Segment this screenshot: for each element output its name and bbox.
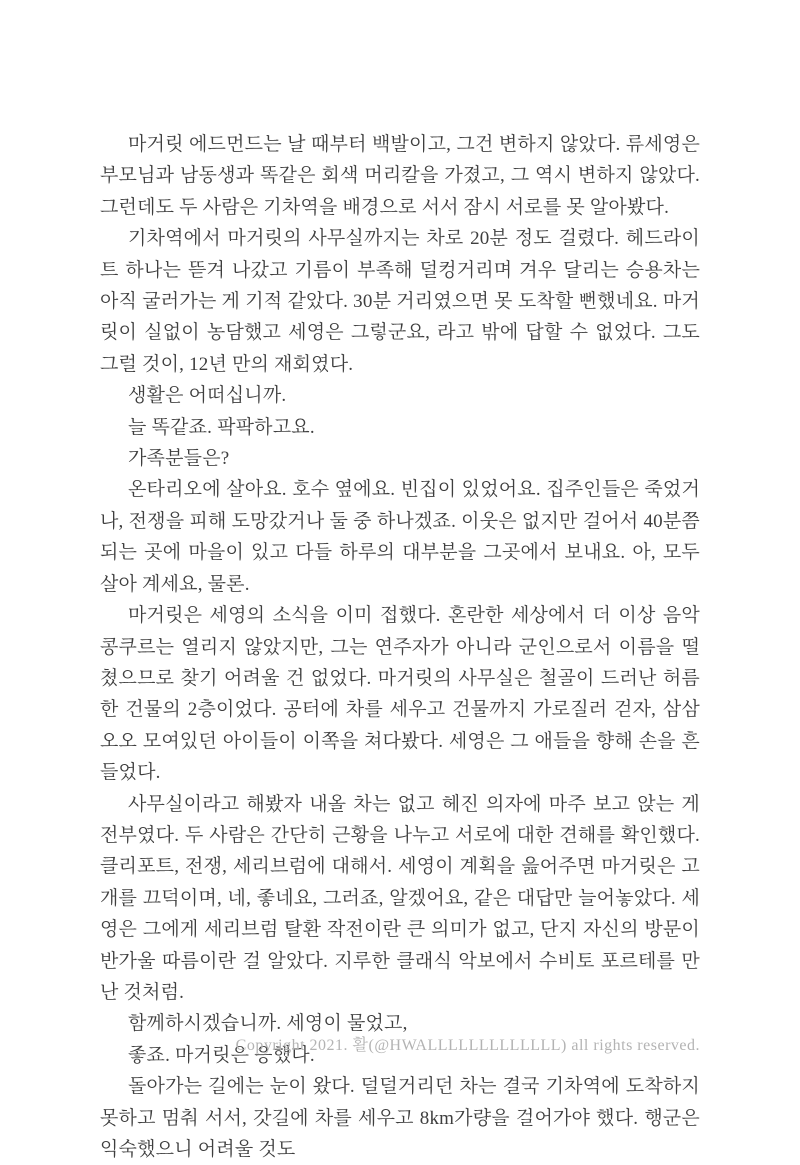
copyright-footer: Copyright 2021. 활(@HWALLLLLLLLLLLLL) all rights reserved.: [235, 1037, 700, 1054]
body-paragraph-3: 온타리오에 살아요. 호수 옆에요. 빈집이 있었어요. 집주인들은 죽었거나, 전쟁을 피해 도망갔거나 둘 중 하나겠죠. 이웃은 없지만 걸어서 40분쯤 되는 곳에 마을이 있고 다들 하루의 대부분을 그곳에서 보내요. 아, 모두 살아 계세요, 물론.: [100, 479, 700, 595]
dialogue-line-5: 좋죠. 마거릿은 응했다.: [128, 1044, 315, 1066]
dialogue-line-2: 늘 똑같죠. 팍팍하고요.: [128, 416, 315, 438]
body-paragraph-5: 사무실이라고 해봤자 내올 차는 없고 헤진 의자에 마주 보고 앉는 게 전부였다. 두 사람은 간단히 근황을 나누고 서로에 대한 견해를 확인했다. 클리포트, 전쟁, 세리브럼에 대해서. 세영이 계획을 읊어주면 마거릿은 고개를 끄덕이며, 네, 좋네요, 그러죠, 알겠어요, 같은 대답만 늘어놓았다. 세영은 그에게 세리브럼 탈환 작전이란 큰 의미가 없고, 단지 자신의 방문이 반가울 따름이란 걸 알았다. 지루한 클래식 악보에서 수비토 포르테를 만난 것처럼.: [100, 793, 700, 1003]
body-text: [100, 129, 700, 1165]
dialogue-line-3: 가족분들은?: [128, 448, 230, 470]
body-paragraph-1: 마거릿 에드먼드는 날 때부터 백발이고, 그건 변하지 않았다. 류세영은 부모님과 남동생과 똑같은 회색 머리칼을 가졌고, 그 역시 변하지 않았다. 그런데도 두 사람은 기차역을 배경으로 서서 잠시 서로를 못 알아봤다.: [100, 134, 700, 218]
dialogue-line-4: 함께하시겠습니까. 세영이 물었고,: [128, 1013, 408, 1035]
body-paragraph-2: 기차역에서 마거릿의 사무실까지는 차로 20분 정도 걸렸다. 헤드라이트 하나는 뜯겨 나갔고 기름이 부족해 덜컹거리며 겨우 달리는 승용차는 아직 굴러가는 게 기적 같았다. 30분 거리였으면 못 도착할 뻔했네요. 마거릿이 실없이 농담했고 세영은 그렇군요, 라고 밖에 답할 수 없었다. 그도 그럴 것이, 12년 만의 재회였다.: [100, 228, 700, 375]
body-paragraph-6: 돌아가는 길에는 눈이 왔다. 덜덜거리던 차는 결국 기차역에 도착하지 못하고 멈춰 서서, 갓길에 차를 세우고 8km가량을 걸어가야 했다. 행군은 익숙했으니 어려울 것도: [100, 1076, 700, 1160]
dialogue-line-1: 생활은 어떠십니까.: [128, 385, 287, 407]
body-paragraph-4: 마거릿은 세영의 소식을 이미 접했다. 혼란한 세상에서 더 이상 음악 콩쿠르는 열리지 않았지만, 그는 연주자가 아니라 군인으로서 이름을 떨쳤으므로 찾기 어려울 건 없었다. 마거릿의 사무실은 철골이 드러난 허름한 건물의 2층이었다. 공터에 차를 세우고 건물까지 가로질러 걷자, 삼삼오오 모여있던 아이들이 이쪽을 쳐다봤다. 세영은 그 애들을 향해 손을 흔들었다.: [100, 605, 700, 784]
